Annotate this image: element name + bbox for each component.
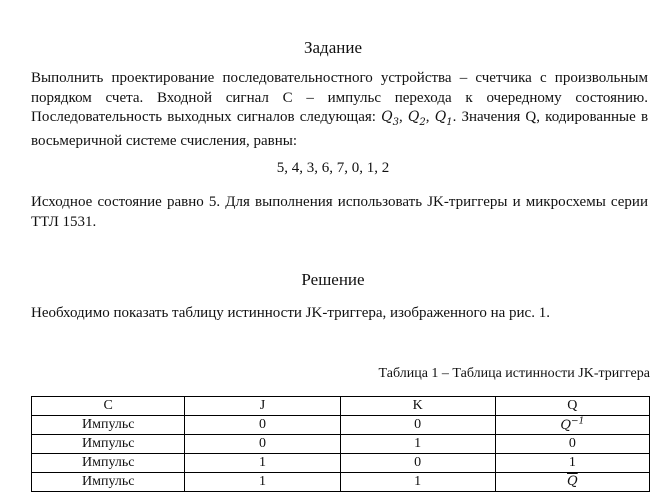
table-header-row bbox=[32, 397, 650, 416]
cell-j: 1 bbox=[185, 473, 340, 492]
cell-k: 1 bbox=[340, 473, 495, 492]
sequence-values: 5, 4, 3, 6, 7, 0, 1, 2 bbox=[276, 160, 390, 176]
table-row bbox=[32, 416, 650, 435]
q3-symbol: $Q_3$ bbox=[381, 109, 399, 128]
cell-c: Импульс bbox=[32, 416, 185, 435]
cell-k: 0 bbox=[340, 454, 495, 473]
table-row bbox=[32, 473, 650, 492]
jk-truth-table bbox=[31, 396, 650, 492]
cell-j: 0 bbox=[185, 435, 340, 454]
task-text-part1: Выполнить проектирование последовательностного устройства – счетчика с произвольным порядком счета. Входной сигнал С – импульс перехода к очередному состоянию. Последовательность выходных сигналов следующая: bbox=[31, 70, 648, 125]
cell-q: $Q^{-1}$ bbox=[495, 416, 649, 435]
task-text-part2: . Значения Q, кодированные в восьмеричной системе счисления, равны: bbox=[31, 109, 649, 150]
cell-c: Импульс bbox=[32, 454, 185, 473]
cell-c: Импульс bbox=[32, 473, 185, 492]
initial-state-paragraph: Исходное состояние равно 5. Для выполнения использовать JK-триггеры и микросхемы серии ТТЛ 1531. bbox=[31, 194, 648, 230]
header-c: C bbox=[32, 397, 185, 416]
cell-k: 1 bbox=[340, 435, 495, 454]
q2-symbol: $Q_2$ bbox=[407, 109, 426, 128]
table-row bbox=[32, 435, 650, 454]
solution-paragraph: Необходимо показать таблицу истинности JK-триггера, изображенного на рис. 1. bbox=[31, 305, 550, 321]
header-j: J bbox=[185, 397, 340, 416]
table-row bbox=[32, 454, 650, 473]
cell-j: 0 bbox=[185, 416, 340, 435]
solution-heading: Решение bbox=[301, 270, 365, 289]
cell-k: 0 bbox=[340, 416, 495, 435]
cell-q: 1 bbox=[495, 454, 649, 473]
cell-c: Импульс bbox=[32, 435, 185, 454]
cell-q: $\overline{Q}$ bbox=[495, 473, 649, 492]
task-paragraph: Выполнить проектирование последовательностного устройства – счетчика с произвольным порядком счета. Входной сигнал С – импульс перехода к очередному состоянию. Последовательность выходных сигналов следующая: $Q_3$, $Q_2$, $Q_1$. Значения Q, кодированные в восьмеричной системе счисления, равны: bbox=[31, 70, 649, 150]
cell-j: 1 bbox=[185, 454, 340, 473]
header-k: K bbox=[340, 397, 495, 416]
table-caption: Таблица 1 – Таблица истинности JK-триггера bbox=[378, 366, 650, 381]
q1-symbol: $Q_1$ bbox=[434, 109, 453, 128]
task-heading: Задание bbox=[304, 38, 362, 57]
header-q: Q bbox=[495, 397, 649, 416]
cell-q: 0 bbox=[495, 435, 649, 454]
